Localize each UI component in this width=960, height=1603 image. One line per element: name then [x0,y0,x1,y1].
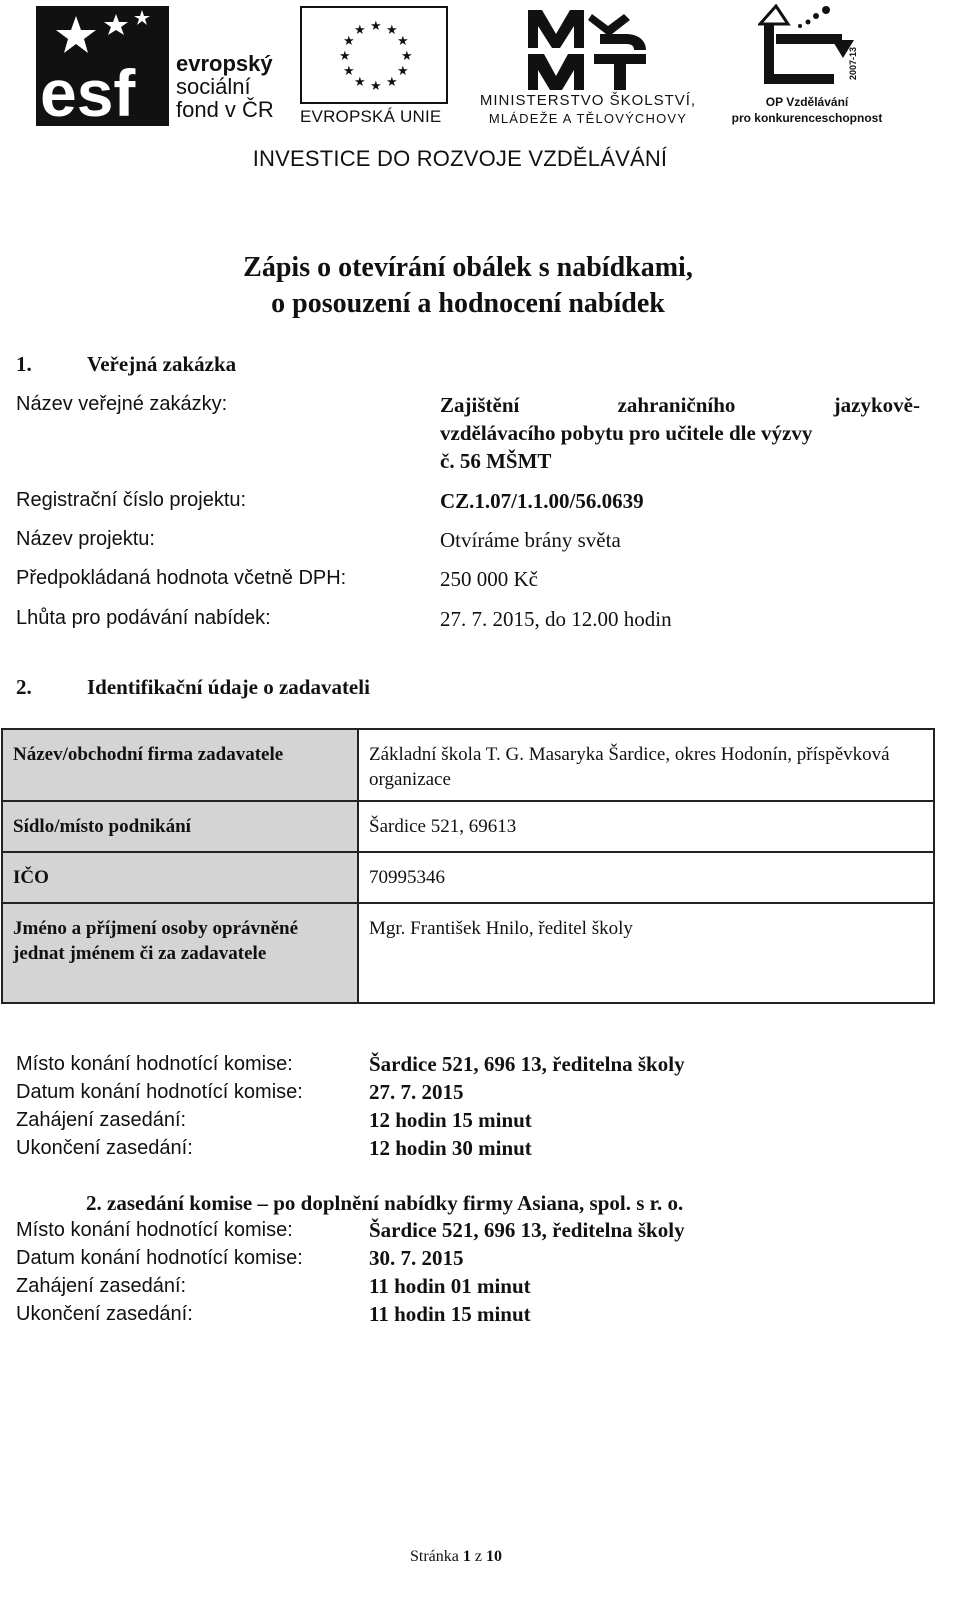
label-hodnota: Předpokládaná hodnota včetně DPH: [16,567,347,589]
label-lhuta: Lhůta pro podávání nabídek: [16,607,271,629]
eu-stars-icon [302,8,446,102]
table-row [2,801,934,852]
msmt-monogram-icon [522,4,652,92]
m2-label-misto: Místo konání hodnotící komise: [16,1219,293,1241]
table-value-cell: 70995346 [358,852,934,903]
banner-investice: INVESTICE DO ROZVOJE VZDĚLÁVÁNÍ [252,146,668,171]
svg-text:★: ★ [354,75,366,90]
table-label-cell: Název/obchodní firma zadavatele [2,729,358,801]
label-reg-cislo: Registrační číslo projektu: [16,489,247,511]
footer-total: 10 [485,1548,502,1565]
esf-line2: sociální [176,74,251,99]
svg-text:★: ★ [370,79,382,94]
svg-text:★: ★ [339,49,351,64]
footer-prefix: Stránka [410,1548,459,1565]
table-label-cell: Sídlo/místo podnikání [2,801,358,852]
value-hodnota: 250 000 Kč [440,567,538,591]
eu-flag [300,6,448,104]
esf-mark-icon [36,6,169,126]
footer-page: 1 [462,1548,471,1565]
svg-text:★: ★ [397,34,409,49]
m1-value-zahajeni: 12 hodin 15 minut [369,1108,532,1132]
label-nazev-projektu: Název projektu: [16,528,155,550]
table-row [2,903,934,1003]
op-logo-mark [758,4,858,92]
esf-logo [36,6,169,126]
page-title-line1: Zápis o otevírání obálek s nabídkami, [243,252,693,283]
m2-value-zahajeni: 11 hodin 01 minut [369,1274,531,1298]
m2-value-datum: 30. 7. 2015 [369,1246,464,1270]
value-nazev-projektu: Otvíráme brány světa [440,528,621,552]
table-label-cell: Jméno a příjmení osoby oprávněné jednat jménem či za zadavatele [2,903,358,1003]
section1-number: 1. [16,352,32,376]
esf-label [176,52,274,121]
meeting2-heading: 2. zasedání komise – po doplnění nabídky firmy Asiana, spol. s r. o. [86,1191,684,1215]
value-nazev-zakazky-3: č. 56 MŠMT [440,449,552,473]
msmt-line1: MINISTERSTVO ŠKOLSTVÍ, [479,92,697,109]
msmt-line2: MLÁDEŽE A TĚLOVÝCHOVY [488,111,688,126]
svg-text:★: ★ [343,34,355,49]
m1-value-datum: 27. 7. 2015 [369,1080,464,1104]
m1-value-ukonceni: 12 hodin 30 minut [369,1136,532,1160]
value-nazev-zakazky-2: vzdělávacího pobytu pro učitele dle výzvy [440,421,813,445]
svg-text:★: ★ [343,64,355,79]
label-nazev-zakazky: Název veřejné zakázky: [16,393,228,415]
msmt-logo-mark [522,4,652,92]
page-title-line2: o posouzení a hodnocení nabídek [271,288,665,319]
m2-value-ukonceni: 11 hodin 15 minut [369,1302,531,1326]
m2-label-ukonceni: Ukončení zasedání: [16,1303,193,1325]
table-value-cell: Mgr. František Hnilo, ředitel školy [358,903,934,1003]
svg-text:★: ★ [401,49,413,64]
svg-text:★: ★ [386,75,398,90]
op-line1: OP Vzdělávání [765,95,849,109]
svg-text:★: ★ [370,19,382,34]
m1-label-zahajeni: Zahájení zasedání: [16,1109,187,1131]
m1-value-misto: Šardice 521, 696 13, ředitelna školy [369,1052,685,1076]
table-value-cell: Základní škola T. G. Masaryka Šardice, okres Hodonín, příspěvková organizace [358,729,934,801]
table-label-cell: IČO [2,852,358,903]
section2-number: 2. [16,675,32,699]
esf-line3: fond v ČR [176,97,274,122]
svg-text:★: ★ [386,23,398,38]
page-footer [410,1548,502,1566]
m2-label-datum: Datum konání hodnotící komise: [16,1247,303,1269]
op-arrow-icon [758,4,858,92]
footer-sep: z [474,1548,482,1565]
esf-line1: evropský [176,51,273,76]
m1-label-misto: Místo konání hodnotící komise: [16,1053,293,1075]
m2-value-misto: Šardice 521, 696 13, ředitelna školy [369,1218,685,1242]
value-reg-cislo: CZ.1.07/1.1.00/56.0639 [440,489,644,513]
section1-heading: Veřejná zakázka [87,352,237,376]
table-row [2,729,934,801]
svg-text:★: ★ [354,23,366,38]
svg-text:★: ★ [397,64,409,79]
m1-label-ukonceni: Ukončení zasedání: [16,1137,193,1159]
section2-heading: Identifikační údaje o zadavateli [87,675,370,699]
esf-mark-text: esf [40,56,136,126]
m2-label-zahajeni: Zahájení zasedání: [16,1275,187,1297]
value-lhuta: 27. 7. 2015, do 12.00 hodin [440,607,672,631]
op-line2: pro konkurenceschopnost [731,111,883,125]
table-row [2,852,934,903]
m1-label-datum: Datum konání hodnotící komise: [16,1081,303,1103]
zadavatel-table [1,728,935,1004]
op-years: 2007-13 [848,46,858,80]
value-nazev-zakazky-1: Zajištění zahraničního jazykově- [440,393,920,417]
eu-label: EVROPSKÁ UNIE [300,107,442,126]
table-value-cell: Šardice 521, 69613 [358,801,934,852]
